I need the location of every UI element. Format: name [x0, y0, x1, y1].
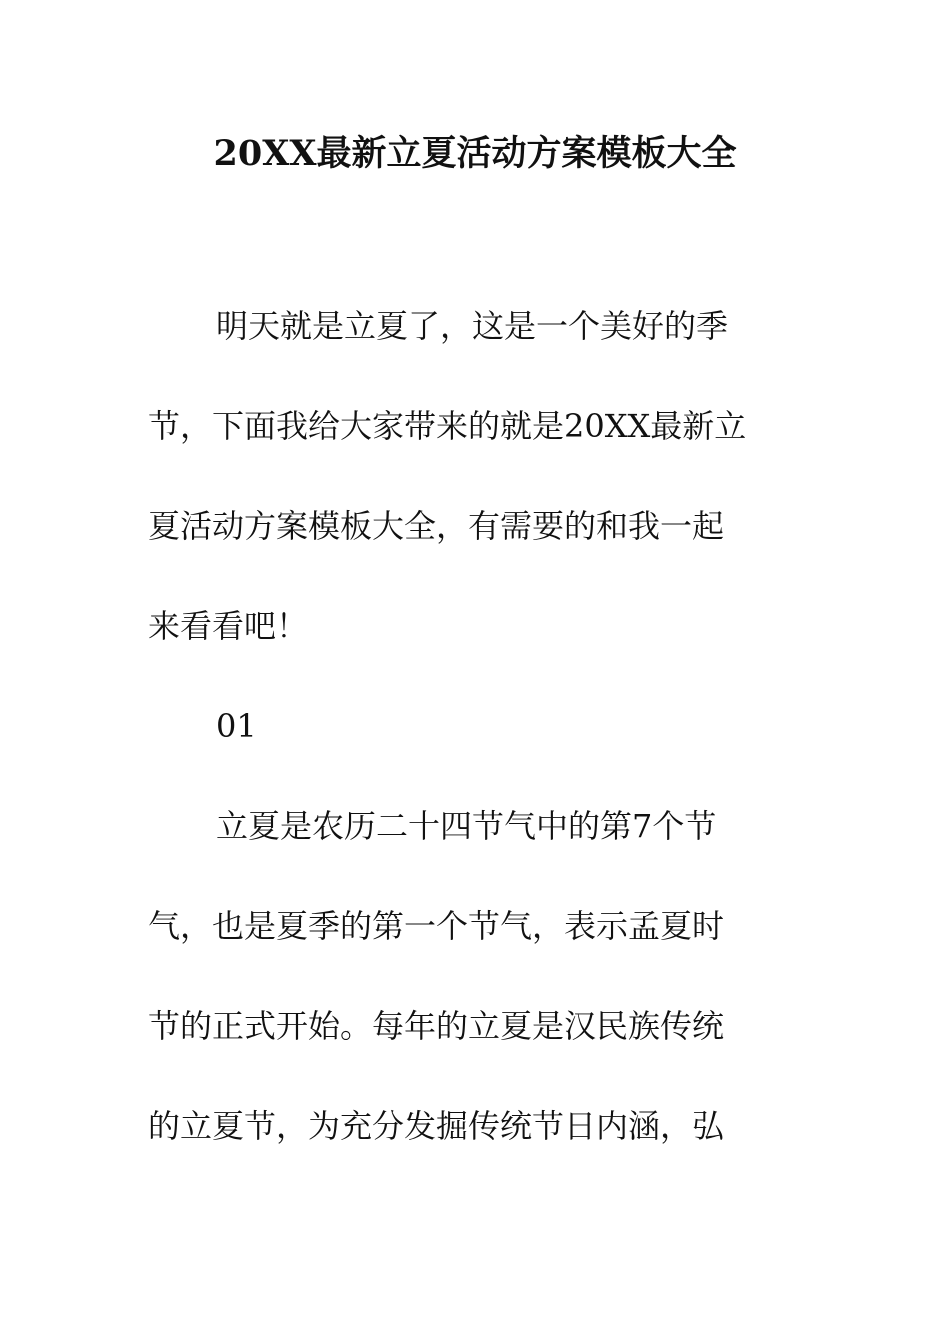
paragraph-line: 夏活动方案模板大全，有需要的和我一起	[148, 507, 725, 545]
section-number: 01	[216, 707, 257, 745]
paragraph-line: 的立夏节，为充分发掘传统节日内涵，弘	[148, 1107, 725, 1145]
paragraph-line: 气，也是夏季的第一个节气，表示孟夏时	[148, 907, 725, 945]
paragraph-line: 节，下面我给大家带来的就是20XX最新立	[148, 407, 747, 445]
paragraph-line: 节的正式开始。每年的立夏是汉民族传统	[148, 1007, 725, 1045]
paragraph-line: 来看看吧！	[148, 607, 309, 645]
paragraph-line: 立夏是农历二十四节气中的第7个节	[216, 807, 717, 845]
paragraph-line: 明天就是立夏了，这是一个美好的季	[216, 307, 729, 345]
document-title: 20XX最新立夏活动方案模板大全	[213, 133, 737, 174]
